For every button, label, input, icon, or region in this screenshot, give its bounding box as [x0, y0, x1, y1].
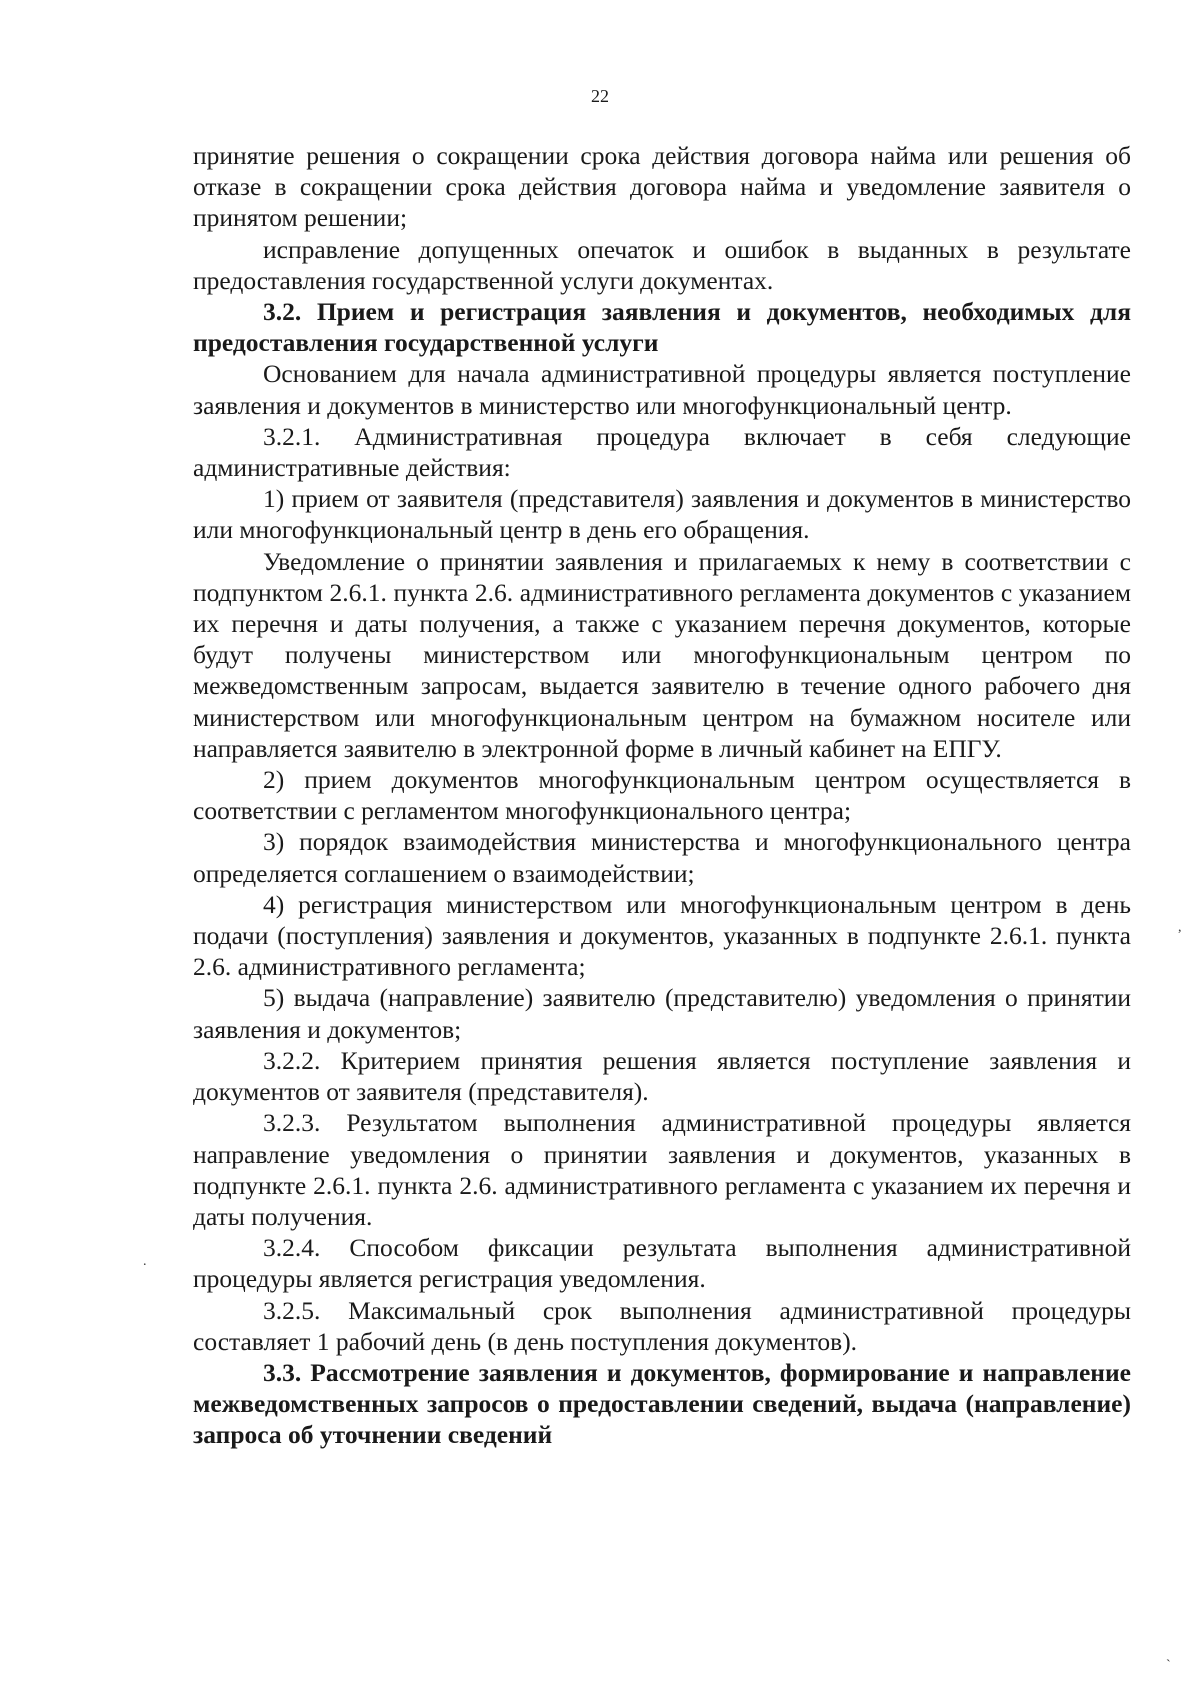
paragraph-item-3: 3) порядок взаимодействия министерства и многофункционального центра определяется соглашением о взаимодействии;: [193, 827, 1131, 888]
section-heading-3-3: 3.3. Рассмотрение заявления и документов, формирование и направление межведомственных запросов о предоставлении сведений, выдача (направление) запроса об уточнении сведений: [193, 1357, 1131, 1450]
paragraph-3-2-2: 3.2.2. Критерием принятия решения является поступление заявления и документов от заявителя (представителя).: [193, 1045, 1131, 1107]
paragraph-item-2: 2) прием документов многофункциональным центром осуществляется в соответствии с регламентом многофункционального центра;: [193, 765, 1131, 826]
paragraph-corrections: исправление допущенных опечаток и ошибок в выданных в результате предоставления государственной услуги документах.: [193, 234, 1131, 295]
paragraph-3-2-1: 3.2.1. Административная процедура включает в себя следующие административные действия:: [193, 421, 1131, 483]
paragraph-continuation: принятие решения о сокращении срока действия договора найма или решения об отказе в сокращении срока действия договора найма и уведомление заявителя о принятом решении;: [193, 141, 1131, 233]
paragraph-basis: Основанием для начала административной процедуры является поступление заявления и документов в министерство или многофункциональный центр.: [193, 359, 1131, 420]
scan-speck: ˋ: [1166, 1658, 1171, 1673]
paragraph-item-5: 5) выдача (направление) заявителю (представителю) уведомления о принятии заявления и документов;: [193, 983, 1131, 1044]
scan-speck: .: [143, 1254, 147, 1269]
document-body: [193, 140, 1131, 1451]
paragraph-3-2-3: 3.2.3. Результатом выполнения административной процедуры является направление уведомления о принятии заявления и документов, указанных в подпункте 2.6.1. пункта 2.6. административного регламента с указанием их перечня и даты получения.: [193, 1108, 1131, 1231]
paragraph-item-1: 1) прием от заявителя (представителя) заявления и документов в министерство или многофункциональный центр в день его обращения.: [193, 484, 1131, 545]
scan-speck: ,: [1178, 920, 1182, 935]
section-heading-3-2: 3.2. Прием и регистрация заявления и документов, необходимых для предоставления государственной услуги: [193, 297, 1131, 358]
page-number: 22: [591, 86, 609, 106]
paragraph-notification: Уведомление о принятии заявления и прилагаемых к нему в соответствии с подпунктом 2.6.1. пункта 2.6. административного регламента документов с указанием их перечня и даты получения, а также с указанием перечня документов, которые будут получены министерством или многофункциональным центром по межведомственным запросам, выдается заявителю в течение одного рабочего дня министерством или многофункциональным центром на бумажном носителе или направляется заявителю в электронной форме в личный кабинет на ЕПГУ.: [193, 546, 1131, 763]
paragraph-item-4: 4) регистрация министерством или многофункциональным центром в день подачи (поступления) заявления и документов, указанных в подпункте 2.6.1. пункта 2.6. административного регламента;: [193, 889, 1131, 982]
paragraph-3-2-5: 3.2.5. Максимальный срок выполнения административной процедуры составляет 1 рабочий день (в день поступления документов).: [193, 1295, 1131, 1356]
paragraph-3-2-4: 3.2.4. Способом фиксации результата выполнения административной процедуры является регистрация уведомления.: [193, 1233, 1131, 1294]
